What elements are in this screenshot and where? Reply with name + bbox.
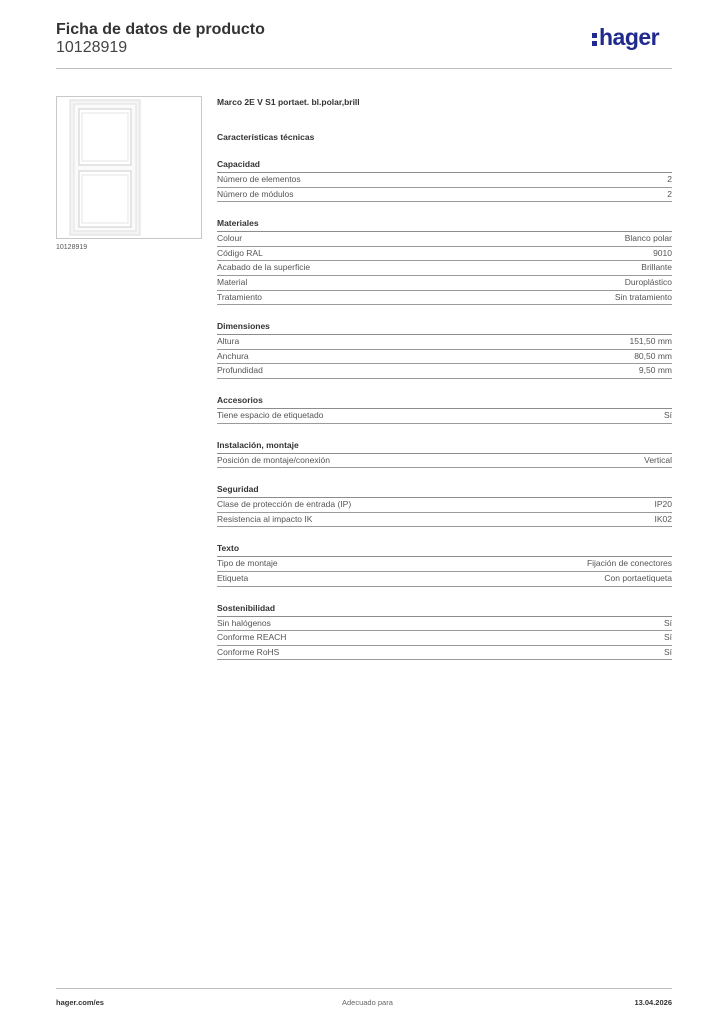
section-title: Sostenibilidad: [217, 602, 672, 617]
spec-label: Sin halógenos: [217, 617, 271, 628]
spec-label: Número de elementos: [217, 174, 301, 184]
section-title: Instalación, montaje: [217, 439, 672, 454]
spec-row: [217, 572, 672, 587]
spec-label: Acabado de la superficie: [217, 262, 311, 273]
spec-label: Colour: [217, 233, 243, 244]
spec-value: 2: [667, 174, 672, 184]
section-title: Dimensiones: [217, 320, 672, 335]
spec-value: Sí: [663, 409, 672, 420]
spec-label: Código RAL: [217, 247, 263, 258]
spec-row: [217, 350, 672, 365]
footer-divider: [56, 988, 672, 989]
spec-value: 9,50 mm: [638, 365, 672, 376]
spec-value: Sí: [663, 646, 672, 657]
spec-label: Conforme RoHS: [217, 646, 280, 657]
spec-label: Tratamiento: [217, 291, 263, 302]
spec-row: [217, 498, 672, 513]
product-image: [56, 96, 202, 239]
spec-value: Fijación de conectores: [586, 558, 672, 569]
spec-value: IP20: [654, 499, 672, 510]
spec-row: [217, 631, 672, 646]
logo-dots-icon: [592, 27, 599, 47]
logo-text: hager: [599, 24, 660, 50]
spec-row: [217, 261, 672, 276]
spec-value: 80,50 mm: [634, 350, 672, 361]
spec-label: Tipo de montaje: [217, 558, 278, 569]
spec-row: [217, 364, 672, 379]
spec-row: [217, 247, 672, 262]
spec-label: Anchura: [217, 350, 249, 361]
spec-sections: [217, 158, 672, 660]
spec-label: Número de módulos: [217, 188, 294, 199]
spec-row: [217, 617, 672, 632]
spec-section: [217, 320, 672, 379]
spec-section: [217, 602, 672, 661]
section-title: Texto: [217, 542, 672, 557]
product-name: Marco 2E V S1 portaet. bl.polar,brill: [217, 97, 360, 107]
hager-logo: [592, 24, 676, 58]
spec-section: [217, 542, 672, 586]
spec-value: Sí: [663, 632, 672, 643]
spec-label: Altura: [217, 336, 240, 347]
spec-row: [217, 454, 672, 469]
spec-row: [217, 513, 672, 528]
spec-label: Resistencia al impacto IK: [217, 513, 313, 524]
spec-row: [217, 188, 672, 203]
footer-website: hager.com/es: [56, 998, 104, 1007]
footer-center-text: Adecuado para: [342, 998, 393, 1007]
footer-date: 13.04.2026: [634, 998, 672, 1007]
spec-value: 9010: [653, 247, 672, 258]
datasheet-content: [217, 95, 672, 660]
spec-value: Sin tratamiento: [614, 291, 672, 302]
spec-row: [217, 409, 672, 424]
spec-row: [217, 173, 672, 188]
product-code: 10128919: [56, 39, 128, 56]
spec-section: [217, 158, 672, 202]
spec-value: Con portaetiqueta: [604, 572, 672, 583]
spec-section: [217, 483, 672, 527]
spec-row: [217, 646, 672, 661]
spec-section: [217, 394, 672, 424]
spec-label: Etiqueta: [217, 572, 249, 583]
spec-row: [217, 557, 672, 572]
spec-label: Posición de montaje/conexión: [217, 454, 330, 465]
spec-row: [217, 276, 672, 291]
spec-value: Vertical: [644, 454, 672, 465]
spec-row: [217, 335, 672, 350]
spec-row: [217, 232, 672, 247]
spec-section: [217, 439, 672, 469]
section-title: Accesorios: [217, 394, 672, 409]
spec-value: Sí: [663, 617, 672, 628]
section-title: Seguridad: [217, 483, 672, 498]
image-caption: 10128919: [56, 244, 88, 251]
spec-label: Tiene espacio de etiquetado: [217, 409, 324, 420]
spec-label: Conforme REACH: [217, 632, 287, 643]
spec-value: 2: [667, 188, 672, 199]
page-title: Ficha de datos de producto: [56, 21, 265, 38]
double-frame-image: [57, 97, 201, 238]
section-title: Capacidad: [217, 158, 672, 173]
spec-value: Blanco polar: [624, 233, 672, 244]
spec-value: Duroplástico: [624, 276, 672, 287]
spec-label: Material: [217, 276, 248, 287]
spec-value: 151,50 mm: [629, 336, 672, 347]
spec-label: Clase de protección de entrada (IP): [217, 499, 352, 510]
technical-characteristics-heading: Características técnicas: [217, 132, 315, 142]
spec-label: Profundidad: [217, 365, 263, 376]
header-divider: [56, 68, 672, 69]
spec-row: [217, 291, 672, 306]
spec-value: Brillante: [641, 262, 672, 273]
section-title: Materiales: [217, 217, 672, 232]
spec-section: [217, 217, 672, 305]
spec-value: IK02: [654, 513, 672, 524]
